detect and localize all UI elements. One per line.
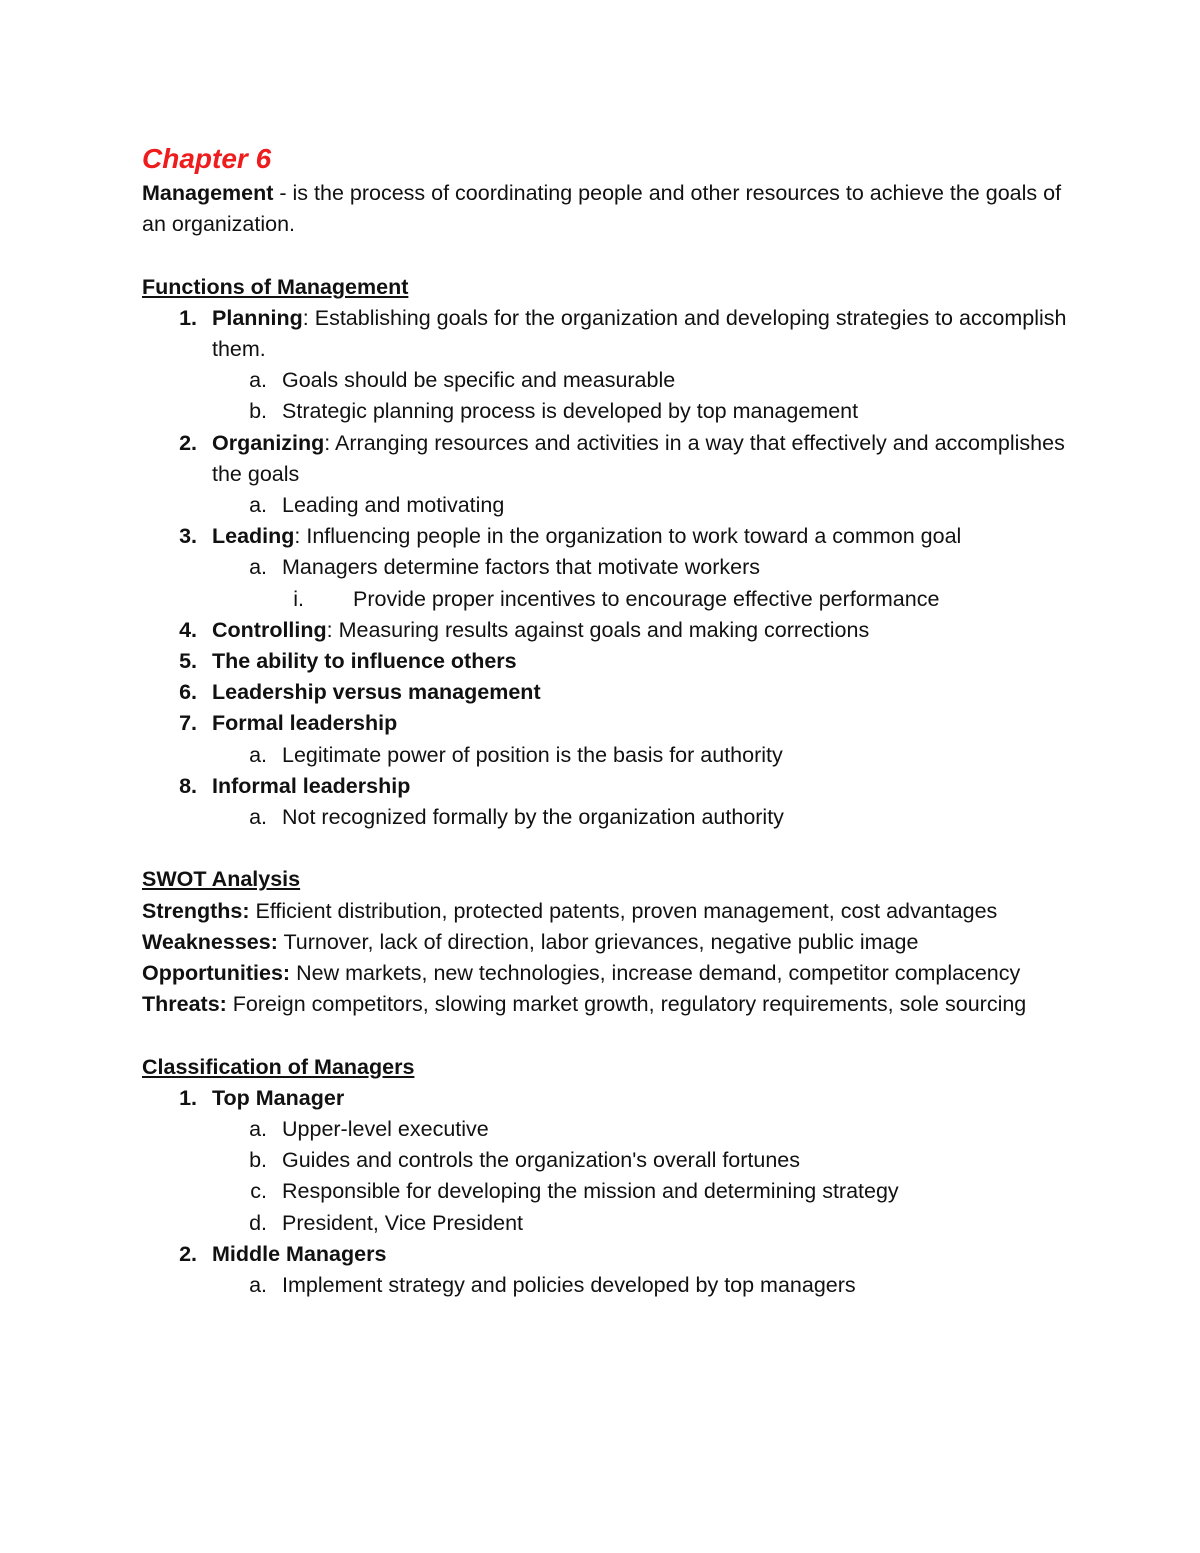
swot-text: Foreign competitors, slowing market growth, regulatory requirements, sole sourcing [226,992,1027,1017]
list-item-text: President, Vice President [282,1210,524,1235]
swot-opportunities [142,958,1072,989]
function-text: : Influencing people in the organization to work toward a common goal [294,524,962,549]
list-letter: a. [249,805,267,830]
list-item-text: Guides and controls the organization's overall fortunes [282,1148,801,1173]
list-letter: c. [250,1179,267,1204]
list-letter: b. [249,399,267,424]
list-number: 1. [179,1085,197,1110]
list-item [142,396,1072,427]
function-term: Formal leadership [212,711,398,736]
spacer [142,833,1072,864]
list-number: 8. [179,773,197,798]
list-roman: i. [293,586,304,611]
swot-heading: SWOT Analysis [142,867,301,892]
function-item-formal-leadership [142,708,1072,739]
manager-term: Middle Managers [212,1241,387,1266]
list-number: 3. [179,524,197,549]
list-number: 2. [179,430,197,455]
chapter-title: Chapter 6 [142,143,272,174]
list-item-text: Responsible for developing the mission and determining strategy [282,1179,899,1204]
list-letter: a. [249,555,267,580]
swot-threats [142,989,1072,1020]
list-item-text: Implement strategy and policies developed by top managers [282,1273,856,1298]
list-item [142,1114,1072,1145]
classification-heading: Classification of Managers [142,1054,415,1079]
list-item [142,1208,1072,1239]
swot-label: Weaknesses: [142,929,278,954]
list-letter: a. [249,742,267,767]
swot-text: Turnover, lack of direction, labor grievances, negative public image [277,929,919,954]
list-item-text: Upper-level executive [282,1117,489,1142]
function-text: : Arranging resources and activities in a way that effectively and accomplishes the goals [212,430,1065,486]
spacer [142,240,1072,271]
function-term: Planning [212,305,303,330]
function-term: Leading [212,524,295,549]
list-letter: a. [249,1117,267,1142]
manager-term: Top Manager [212,1085,345,1110]
list-number: 6. [179,680,197,705]
swot-label: Threats: [142,992,227,1017]
function-term: Controlling [212,617,327,642]
function-item-influence [142,646,1072,677]
list-item [142,1270,1072,1301]
list-item [142,1176,1072,1207]
swot-text: Efficient distribution, protected patents, proven management, cost advantages [249,898,998,923]
function-item-organizing [142,428,1072,490]
swot-strengths [142,896,1072,927]
list-item [142,740,1072,771]
spacer [142,1020,1072,1051]
list-item [142,802,1072,833]
list-item-text: Goals should be specific and measurable [282,368,676,393]
list-number: 2. [179,1241,197,1266]
list-item [142,1145,1072,1176]
function-term: Informal leadership [212,773,411,798]
function-item-controlling [142,615,1072,646]
function-term: Leadership versus management [212,680,541,705]
document-page [142,140,1072,1301]
swot-label: Strengths: [142,898,250,923]
list-item-text: Legitimate power of position is the basis for authority [282,742,783,767]
functions-heading: Functions of Management [142,274,409,299]
list-number: 5. [179,649,197,674]
list-item [142,365,1072,396]
function-text: : Establishing goals for the organization and developing strategies to accomplish them. [212,305,1067,361]
function-item-leading [142,521,1072,552]
list-item-text: Strategic planning process is developed by top management [282,399,859,424]
management-definition-text: - is the process of coordinating people and other resources to achieve the goals of an organization. [142,181,1062,237]
swot-label: Opportunities: [142,961,291,986]
manager-item-middle [142,1239,1072,1270]
function-term: The ability to influence others [212,649,517,674]
management-term: Management [142,181,274,205]
list-item-text: Managers determine factors that motivate workers [282,555,760,580]
function-item-leadership-vs-management [142,677,1072,708]
function-text: : Measuring results against goals and making corrections [326,617,870,642]
function-term: Organizing [212,430,325,455]
list-item-text: Leading and motivating [282,493,505,518]
management-definition [142,178,1072,240]
function-item-planning [142,303,1072,365]
function-item-informal-leadership [142,771,1072,802]
list-number: 1. [179,305,197,330]
list-item [142,584,1072,615]
list-letter: d. [249,1210,267,1235]
list-letter: b. [249,1148,267,1173]
swot-text: New markets, new technologies, increase demand, competitor complacency [290,961,1021,986]
list-item [142,552,1072,583]
manager-item-top [142,1083,1072,1114]
list-letter: a. [249,368,267,393]
list-item [142,490,1072,521]
swot-weaknesses [142,927,1072,958]
list-letter: a. [249,493,267,518]
list-item-text: Provide proper incentives to encourage effective performance [353,586,940,611]
list-number: 4. [179,617,197,642]
list-item-text: Not recognized formally by the organization authority [282,805,784,830]
list-letter: a. [249,1273,267,1298]
list-number: 7. [179,711,197,736]
